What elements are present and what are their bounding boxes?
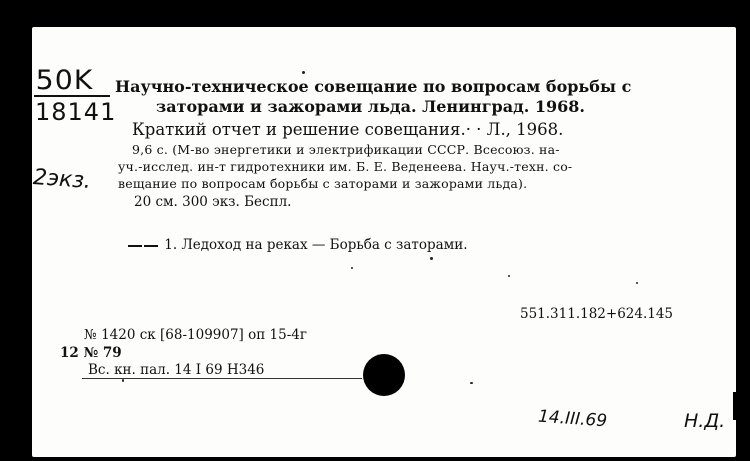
catalog-card	[32, 27, 736, 457]
register-underline	[82, 378, 362, 379]
format-line: 20 см. 300 экз. Беспл.	[134, 194, 292, 210]
subject-dash	[128, 245, 142, 247]
scan-speck	[302, 71, 305, 74]
classification-number: 551.311.182+624.145	[520, 306, 674, 322]
description-line-3: вещание по вопросам борьбы с заторами и зажорами льда).	[118, 176, 528, 191]
register-line: Вс. кн. пал. 14 I 69 Н346	[88, 362, 265, 378]
call-number-top: 50K	[35, 65, 94, 96]
subject-heading	[128, 237, 468, 253]
card-title-line-2: заторами и зажорами льда. Ленинград. 1968.	[156, 97, 585, 116]
corner-mark	[733, 392, 750, 420]
handwritten-date: 14.III.69	[537, 406, 608, 432]
scan-speck	[470, 382, 473, 384]
description-line-2: уч.-исслед. ин-т гидротехники им. Б. Е. Веденеева. Науч.-техн. со-	[118, 159, 573, 174]
order-line: № 1420 ск [68-109907] оп 15-4г	[84, 327, 307, 343]
card-title-line-1: Научно-техническое совещание по вопросам борьбы с	[115, 77, 632, 96]
report-line: Краткий отчет и решение совещания.· · Л., 1968.	[132, 120, 564, 139]
copies-note: 2экз.	[32, 165, 92, 194]
call-number-divider	[34, 95, 110, 97]
number-line: 12 № 79	[60, 345, 122, 361]
scan-speck	[636, 282, 638, 284]
punch-hole	[363, 354, 405, 396]
subject-text: 1. Ледоход на реках — Борьба с заторами.	[164, 237, 468, 253]
handwritten-initials: Н.Д.	[684, 410, 726, 432]
scan-speck	[508, 275, 510, 277]
scan-speck	[351, 267, 353, 269]
call-number-bottom: 18141	[35, 98, 117, 126]
subject-dash	[144, 245, 158, 247]
scan-speck	[122, 379, 124, 382]
description-line-1: 9,6 с. (М-во энергетики и электрификации СССР. Всесоюз. на-	[132, 142, 560, 157]
scan-speck	[430, 257, 433, 260]
